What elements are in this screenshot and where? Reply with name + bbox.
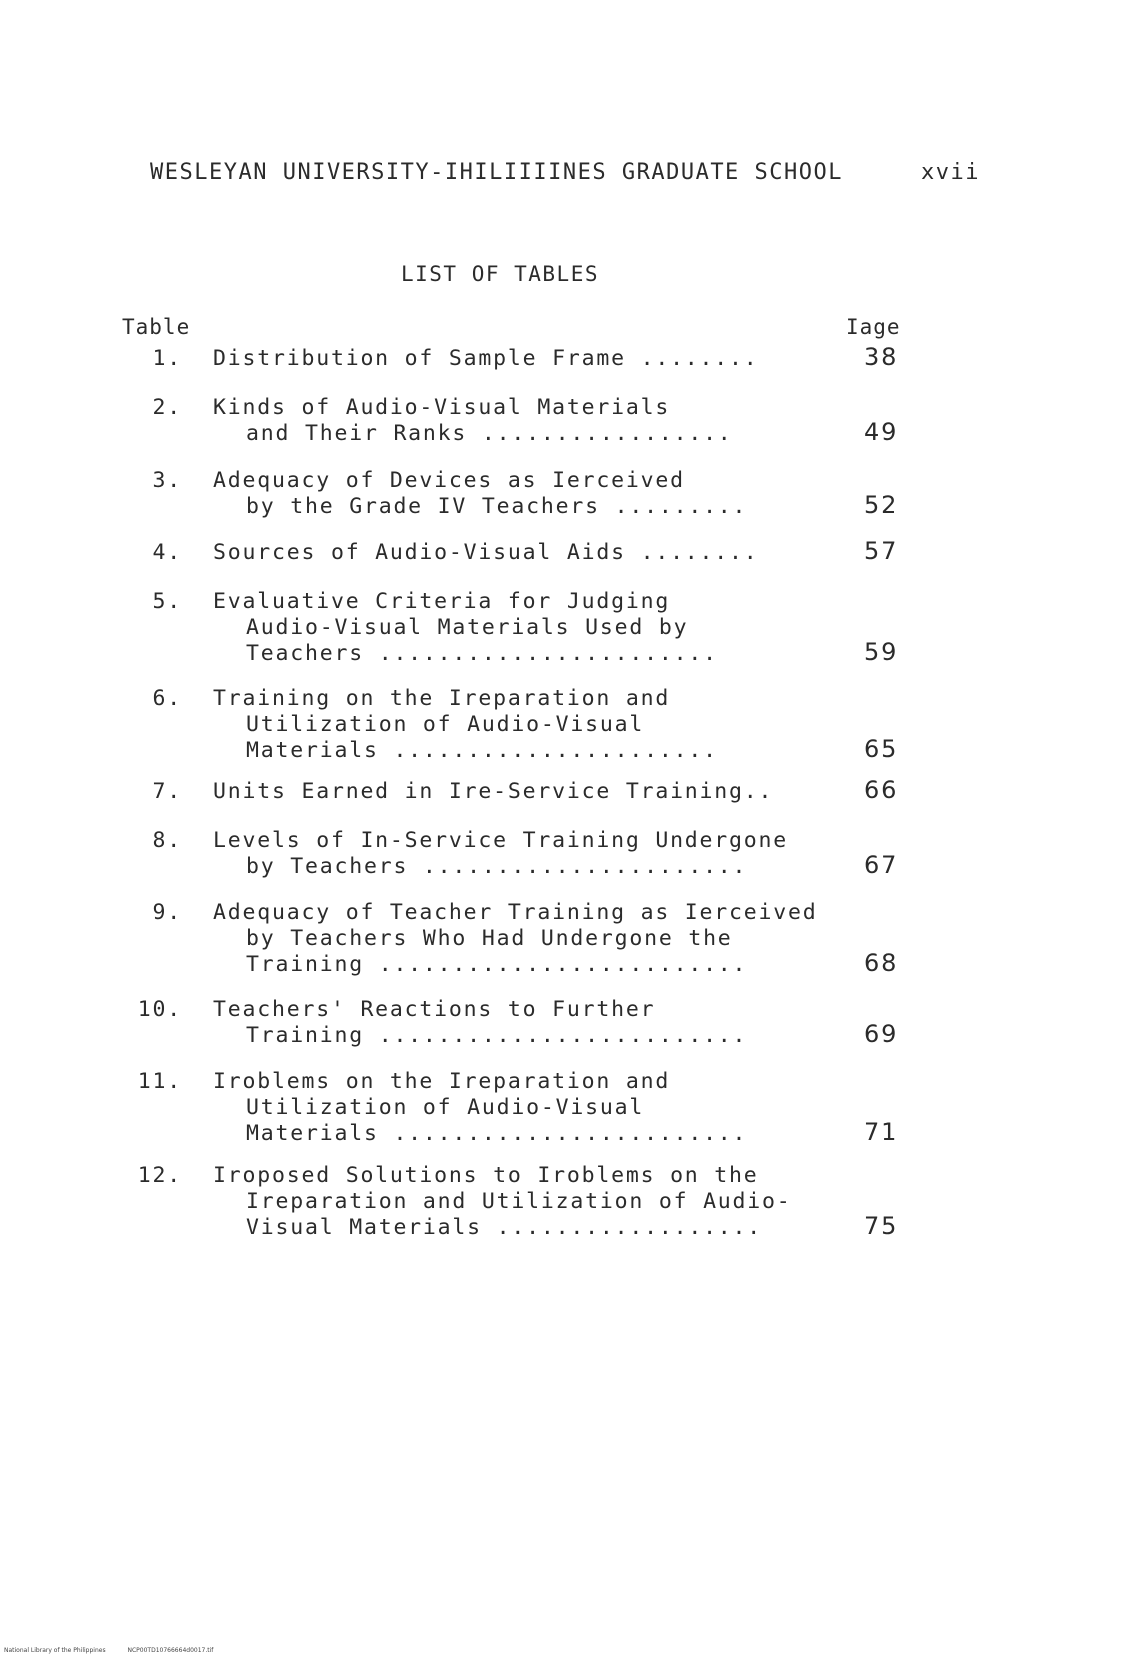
caption-line: Teachers' Reactions to Further: [213, 997, 656, 1022]
caption-line: Iroblems on the Ireparation and: [213, 1069, 671, 1094]
caption-line: Utilization of Audio-Visual: [246, 712, 645, 737]
table-number: 6.: [152, 686, 182, 711]
table-number: 4.: [152, 540, 182, 565]
page-reference: 65: [864, 735, 899, 763]
table-number: 10.: [137, 997, 182, 1022]
caption-line: Units Earned in Ire-Service Training..: [213, 779, 774, 804]
scan-footer: [4, 1647, 233, 1654]
page-reference: 49: [864, 418, 899, 446]
caption-line: Adequacy of Devices as Ierceived: [213, 468, 685, 493]
caption-line: Levels of In-Service Training Undergone: [213, 828, 789, 853]
caption-line: Training .........................: [246, 952, 748, 977]
footer-file-id: NCP00TD10766664d0017.tif: [127, 1647, 214, 1654]
table-number: 1.: [152, 346, 182, 371]
caption-line: Materials ........................: [246, 1121, 748, 1146]
table-number: 12.: [137, 1163, 182, 1188]
column-header-page: Iage: [846, 315, 901, 339]
table-caption: [213, 346, 833, 372]
page-reference: 52: [864, 491, 899, 519]
table-number: 5.: [152, 589, 182, 614]
table-caption: [213, 997, 833, 1049]
page-reference: 71: [864, 1118, 899, 1146]
caption-line: Training on the Ireparation and: [213, 686, 671, 711]
caption-line: Visual Materials ..................: [246, 1215, 763, 1240]
table-number: 8.: [152, 828, 182, 853]
table-number: 7.: [152, 779, 182, 804]
caption-line: Kinds of Audio-Visual Materials: [213, 395, 671, 420]
table-number: 9.: [152, 900, 182, 925]
page-reference: 57: [864, 537, 899, 565]
caption-line: Teachers .......................: [246, 641, 718, 666]
page-reference: 68: [864, 949, 899, 977]
page-reference: 59: [864, 638, 899, 666]
page-reference: 69: [864, 1020, 899, 1048]
table-caption: [213, 900, 833, 978]
caption-line: by the Grade IV Teachers .........: [246, 494, 748, 519]
caption-line: Materials ......................: [246, 738, 718, 763]
caption-line: Training .........................: [246, 1023, 748, 1048]
caption-line: Distribution of Sample Frame ........: [213, 346, 759, 371]
table-number: 3.: [152, 468, 182, 493]
caption-line: Audio-Visual Materials Used by: [246, 615, 689, 640]
caption-line: Adequacy of Teacher Training as Ierceived: [213, 900, 818, 925]
caption-line: and Their Ranks .................: [246, 421, 733, 446]
page-reference: 66: [864, 776, 899, 804]
column-header-table: Table: [122, 315, 191, 339]
table-caption: [213, 395, 833, 447]
caption-line: Evaluative Criteria for Judging: [213, 589, 671, 614]
page-title: LIST OF TABLES: [400, 262, 599, 286]
page-number: xvii: [921, 160, 980, 185]
table-caption: [213, 1163, 833, 1241]
page-reference: 38: [864, 343, 899, 371]
table-caption: [213, 1069, 833, 1147]
table-caption: [213, 468, 833, 520]
caption-line: Iroposed Solutions to Iroblems on the: [213, 1163, 759, 1188]
caption-line: by Teachers Who Had Undergone the: [246, 926, 733, 951]
caption-line: Ireparation and Utilization of Audio-: [246, 1189, 792, 1214]
table-caption: [213, 779, 833, 805]
footer-library: National Library of the Philippines: [4, 1647, 106, 1654]
caption-line: Utilization of Audio-Visual: [246, 1095, 645, 1120]
caption-line: by Teachers ......................: [246, 854, 748, 879]
table-number: 11.: [137, 1069, 182, 1094]
table-number: 2.: [152, 395, 182, 420]
table-caption: [213, 828, 833, 880]
page-reference: 75: [864, 1212, 899, 1240]
school-name: WESLEYAN UNIVERSITY-IHILIIIINES GRADUATE SCHOOL: [150, 160, 844, 185]
table-caption: [213, 686, 833, 764]
caption-line: Sources of Audio-Visual Aids ........: [213, 540, 759, 565]
table-caption: [213, 540, 833, 566]
table-caption: [213, 589, 833, 667]
page-reference: 67: [864, 851, 899, 879]
